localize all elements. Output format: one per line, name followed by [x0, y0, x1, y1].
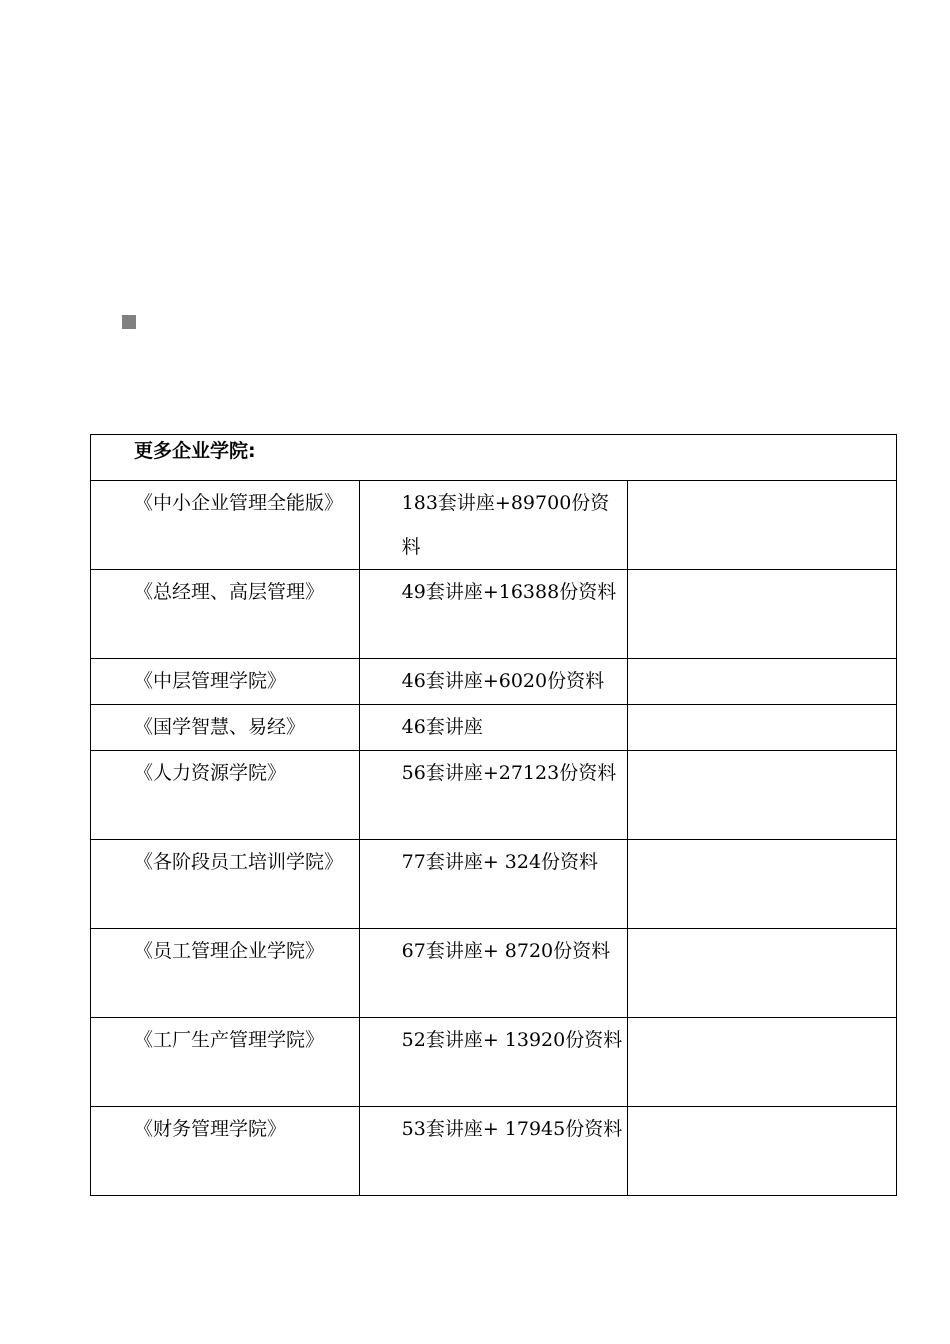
academy-count: 49套讲座+16388份资料	[359, 570, 628, 659]
table-row	[91, 481, 897, 570]
table-row	[91, 929, 897, 1018]
academy-name: 《工厂生产管理学院》	[91, 1018, 360, 1107]
academy-name: 《国学智慧、易经》	[91, 705, 360, 751]
academy-note	[628, 1107, 897, 1196]
table-header-row	[91, 435, 897, 481]
academy-name: 《总经理、高层管理》	[91, 570, 360, 659]
academy-name: 《各阶段员工培训学院》	[91, 840, 360, 929]
academy-note	[628, 570, 897, 659]
table-row	[91, 659, 897, 705]
academy-note	[628, 659, 897, 705]
table-row	[91, 570, 897, 659]
academy-count: 53套讲座+ 17945份资料	[359, 1107, 628, 1196]
academy-note	[628, 705, 897, 751]
table-row	[91, 1107, 897, 1196]
academy-catalog-table	[90, 434, 897, 1196]
academy-name: 《人力资源学院》	[91, 751, 360, 840]
academy-count: 46套讲座	[359, 705, 628, 751]
academy-count: 67套讲座+ 8720份资料	[359, 929, 628, 1018]
academy-name: 《中小企业管理全能版》	[91, 481, 360, 570]
academy-count: 56套讲座+27123份资料	[359, 751, 628, 840]
table-row	[91, 751, 897, 840]
academy-note	[628, 1018, 897, 1107]
academy-note	[628, 929, 897, 1018]
gray-square-icon	[122, 315, 136, 329]
academy-name: 《员工管理企业学院》	[91, 929, 360, 1018]
table-row	[91, 1018, 897, 1107]
table-header-title: 更多企业学院:	[91, 435, 897, 481]
academy-count: 52套讲座+ 13920份资料	[359, 1018, 628, 1107]
academy-note	[628, 751, 897, 840]
table-row	[91, 840, 897, 929]
academy-note	[628, 481, 897, 570]
academy-count: 183套讲座+89700份资料	[359, 481, 628, 570]
table-row	[91, 705, 897, 751]
academy-count: 77套讲座+ 324份资料	[359, 840, 628, 929]
academy-count: 46套讲座+6020份资料	[359, 659, 628, 705]
academy-name: 《中层管理学院》	[91, 659, 360, 705]
academy-name: 《财务管理学院》	[91, 1107, 360, 1196]
academy-note	[628, 840, 897, 929]
